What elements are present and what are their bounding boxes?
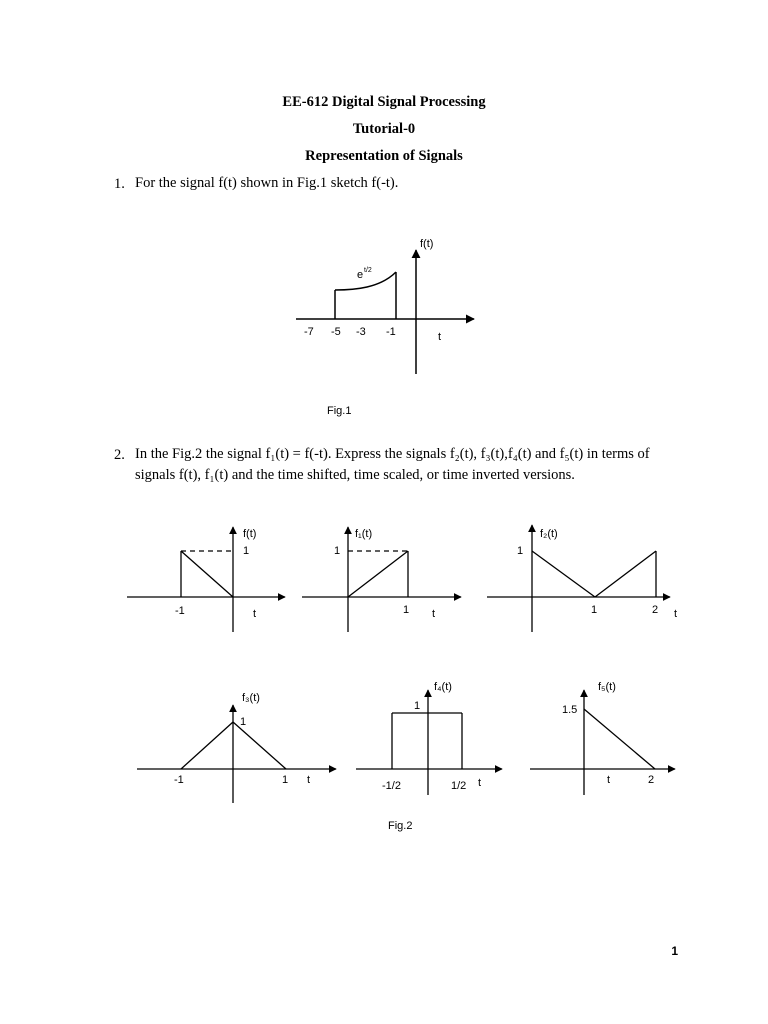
fig2-panel-f2 [487,525,670,632]
fig2-f4-y-label: f₄(t) [434,681,452,693]
fig2-f3-y-label: f₃(t) [242,692,260,704]
fig1-tick-minus3: -3 [356,326,366,338]
fig2-panel-f3 [137,705,336,803]
fig2-f3-tick-minus1: -1 [174,774,184,786]
fig2-f5-y-tick: 1.5 [562,704,578,716]
fig2-f4-tick-half: 1/2 [451,780,467,792]
question-2-line1: In the Fig.2 the signal f₁(t) = f(-t). Express the signals f₂(t), f₃(t),f₄(t) and f₅(t) in terms of [135,446,650,462]
fig2-f2-x-label: t [674,608,678,620]
fig2-f5-tick-2: 2 [648,774,655,786]
fig2-f-y-label: f(t) [243,528,257,540]
fig2-f4-x-label: t [478,777,482,789]
fig2-f1-x-label: t [432,608,436,620]
fig2-f-y-tick: 1 [243,545,250,557]
question-1-number: 1. [114,176,125,192]
fig2-caption: Fig.2 [388,820,413,832]
fig2-f-tick-minus1: -1 [175,605,185,617]
topic-title: Representation of Signals [305,148,463,164]
fig2-f5-y-label: f₅(t) [598,681,616,693]
fig2-f4-tick-minus-half: -1/2 [382,780,401,792]
fig2-f3-y-tick: 1 [240,716,247,728]
fig1-exp-curve [335,272,396,290]
fig2-panel-f1 [302,527,461,632]
question-1-text: For the signal f(t) shown in Fig.1 sketch f(-t). [135,175,399,191]
fig1-x-label: t [438,331,442,343]
fig2-f5-t-mark: t [607,774,611,786]
question-2-line2: signals f(t), f₁(t) and the time shifted, time scaled, or time inverted versions. [135,467,575,483]
fig1-tick-minus7: -7 [304,326,314,338]
fig1-caption: Fig.1 [327,405,352,417]
fig2-f1-y-label: f₁(t) [355,528,373,540]
fig1-tick-minus5: -5 [331,326,341,338]
fig2-f3-x-label: t [307,774,311,786]
fig1-y-label: f(t) [420,238,434,250]
fig2-f2-tick-2: 2 [652,604,659,616]
fig1-curve-exponent: t/2 [364,267,372,274]
fig1-plot [296,250,474,374]
fig2-f-x-label: t [253,608,257,620]
fig2-f1-tick-1: 1 [403,604,410,616]
question-2-number: 2. [114,447,125,463]
fig2-f2-tick-1: 1 [591,604,598,616]
fig2-f2-y-label: f₂(t) [540,528,558,540]
course-title: EE-612 Digital Signal Processing [282,94,486,110]
tutorial-title: Tutorial-0 [352,121,416,137]
fig2-f1-y-tick: 1 [334,545,341,557]
fig2-f3-tick-1: 1 [282,774,289,786]
fig1-curve-label: e [357,269,364,281]
fig2-f4-y-tick: 1 [414,700,421,712]
fig1-tick-minus1: -1 [386,326,396,338]
fig2-f2-y-tick: 1 [517,545,524,557]
fig2-panel-f [127,527,285,632]
page-number: 1 [671,944,678,958]
